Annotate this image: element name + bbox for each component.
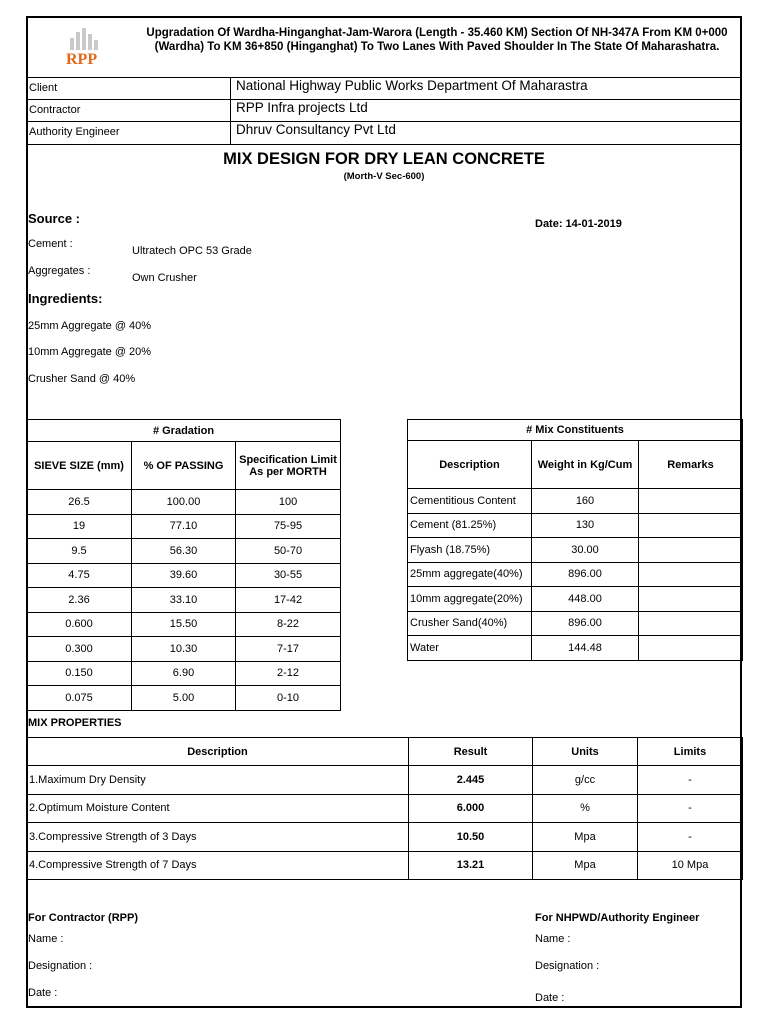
column-header: Units [533, 738, 638, 766]
table-row [27, 661, 341, 686]
percent-passing: 6.90 [132, 661, 236, 686]
contractor-signature-title: For Contractor (RPP) [28, 912, 138, 924]
table-row [408, 636, 743, 661]
sieve-size: 2.36 [27, 588, 132, 613]
sieve-size: 0.300 [27, 637, 132, 662]
table-row [408, 513, 743, 538]
mix-properties-title: MIX PROPERTIES [28, 717, 122, 729]
table-row [408, 611, 743, 636]
gradation-table [26, 419, 341, 711]
page-subtitle: (Morth-V Sec-600) [343, 171, 425, 182]
property-units: g/cc [533, 766, 638, 795]
sieve-size: 4.75 [27, 563, 132, 588]
percent-passing: 5.00 [132, 686, 236, 711]
mix-properties-table [26, 737, 743, 880]
cement-label: Cement : [28, 238, 73, 250]
column-header: Specification Limit As per MORTH [236, 442, 341, 490]
column-header: % OF PASSING [132, 442, 236, 490]
authority-name-label: Name : [535, 933, 571, 945]
spec-limit: 7-17 [236, 637, 341, 662]
spec-limit: 8-22 [236, 612, 341, 637]
source-label: Source : [28, 211, 81, 226]
constituent-remarks [639, 538, 743, 563]
constituent-remarks [639, 636, 743, 661]
property-units: Mpa [533, 823, 638, 852]
constituent-name: 10mm aggregate(20%) [408, 587, 532, 612]
sieve-size: 0.150 [27, 661, 132, 686]
contractor-designation-label: Designation : [28, 960, 93, 972]
contractor-name-label: Name : [28, 933, 64, 945]
project-title: Upgradation Of Wardha-Hinganghat-Jam-Warora (Length - 35.460 KM) Section Of NH-347A From KM 0+000 (Wardha) To KM 36+850 (Hinganghat) To Two Lanes With Paved Shoulder In The State Of Maharashatra. [146, 27, 728, 53]
constituent-remarks [639, 489, 743, 514]
constituent-name: Flyash (18.75%) [408, 538, 532, 563]
constituent-remarks [639, 587, 743, 612]
property-name: 3.Compressive Strength of 3 Days [27, 823, 409, 852]
property-limits: 10 Mpa [638, 851, 743, 880]
percent-passing: 77.10 [132, 514, 236, 539]
sieve-size: 0.600 [27, 612, 132, 637]
constituent-name: Cement (81.25%) [408, 513, 532, 538]
table-row [27, 588, 341, 613]
sieve-size: 26.5 [27, 490, 132, 515]
property-limits: - [638, 823, 743, 852]
property-units: % [533, 794, 638, 823]
constituent-weight: 896.00 [532, 611, 639, 636]
property-limits: - [638, 794, 743, 823]
doc-date: Date: 14-01-2019 [535, 218, 622, 230]
constituent-weight: 160 [532, 489, 639, 514]
spec-limit: 100 [236, 490, 341, 515]
spec-limit: 0-10 [236, 686, 341, 711]
constituent-remarks [639, 611, 743, 636]
table-row [408, 489, 743, 514]
constituent-weight: 130 [532, 513, 639, 538]
property-limits: - [638, 766, 743, 795]
spec-limit: 75-95 [236, 514, 341, 539]
ingredient-item: 10mm Aggregate @ 20% [28, 346, 152, 358]
gradation-title: # Gradation [27, 420, 341, 442]
aggregates-label: Aggregates : [28, 265, 91, 277]
percent-passing: 100.00 [132, 490, 236, 515]
table-row [27, 637, 341, 662]
contractor-label: Contractor [29, 104, 81, 116]
authority-engineer-label: Authority Engineer [29, 126, 120, 138]
constituent-weight: 896.00 [532, 562, 639, 587]
constituent-weight: 144.48 [532, 636, 639, 661]
table-row [27, 823, 743, 852]
ingredients-label: Ingredients: [28, 291, 103, 306]
svg-text:RPP: RPP [66, 51, 98, 68]
constituents-title: # Mix Constituents [408, 420, 743, 441]
spec-limit: 30-55 [236, 563, 341, 588]
percent-passing: 10.30 [132, 637, 236, 662]
table-row [27, 490, 341, 515]
client-value: National Highway Public Works Department Of Maharastra [236, 78, 588, 93]
sieve-size: 19 [27, 514, 132, 539]
contractor-date-label: Date : [28, 987, 58, 999]
property-result: 13.21 [409, 851, 533, 880]
constituent-remarks [639, 562, 743, 587]
constituent-weight: 448.00 [532, 587, 639, 612]
table-row [27, 539, 341, 564]
property-result: 10.50 [409, 823, 533, 852]
table-row [408, 538, 743, 563]
property-name: 2.Optimum Moisture Content [27, 794, 409, 823]
property-result: 2.445 [409, 766, 533, 795]
table-row [27, 766, 743, 795]
constituent-weight: 30.00 [532, 538, 639, 563]
client-label: Client [29, 82, 58, 94]
spec-limit: 17-42 [236, 588, 341, 613]
cement-value: Ultratech OPC 53 Grade [132, 245, 252, 257]
authority-designation-label: Designation : [535, 960, 600, 972]
column-header: Limits [638, 738, 743, 766]
authority-engineer-value: Dhruv Consultancy Pvt Ltd [236, 122, 396, 137]
percent-passing: 56.30 [132, 539, 236, 564]
column-header: Weight in Kg/Cum [532, 441, 639, 489]
constituent-name: Cementitious Content [408, 489, 532, 514]
column-header: Description [408, 441, 532, 489]
constituent-name: Water [408, 636, 532, 661]
column-header: Description [27, 738, 409, 766]
ingredient-item: Crusher Sand @ 40% [28, 373, 136, 385]
spec-limit: 2-12 [236, 661, 341, 686]
table-row [408, 587, 743, 612]
ingredient-item: 25mm Aggregate @ 40% [28, 320, 152, 332]
spec-limit: 50-70 [236, 539, 341, 564]
percent-passing: 15.50 [132, 612, 236, 637]
table-row [27, 563, 341, 588]
property-units: Mpa [533, 851, 638, 880]
table-row [27, 851, 743, 880]
constituent-remarks [639, 513, 743, 538]
mix-constituents-table [407, 419, 743, 661]
column-header: Result [409, 738, 533, 766]
table-row [27, 686, 341, 711]
aggregates-value: Own Crusher [132, 272, 197, 284]
property-result: 6.000 [409, 794, 533, 823]
sieve-size: 9.5 [27, 539, 132, 564]
column-header: Remarks [639, 441, 743, 489]
column-header: SIEVE SIZE (mm) [27, 442, 132, 490]
authority-signature-title: For NHPWD/Authority Engineer [535, 912, 700, 924]
property-name: 1.Maximum Dry Density [27, 766, 409, 795]
contractor-value: RPP Infra projects Ltd [236, 100, 368, 115]
property-name: 4.Compressive Strength of 7 Days [27, 851, 409, 880]
company-logo [62, 22, 108, 68]
sieve-size: 0.075 [27, 686, 132, 711]
percent-passing: 33.10 [132, 588, 236, 613]
constituent-name: Crusher Sand(40%) [408, 611, 532, 636]
table-row [27, 612, 341, 637]
page-title: MIX DESIGN FOR DRY LEAN CONCRETE [223, 150, 545, 168]
table-row [408, 562, 743, 587]
constituent-name: 25mm aggregate(40%) [408, 562, 532, 587]
authority-date-label: Date : [535, 992, 565, 1004]
table-row [27, 794, 743, 823]
table-row [27, 514, 341, 539]
percent-passing: 39.60 [132, 563, 236, 588]
